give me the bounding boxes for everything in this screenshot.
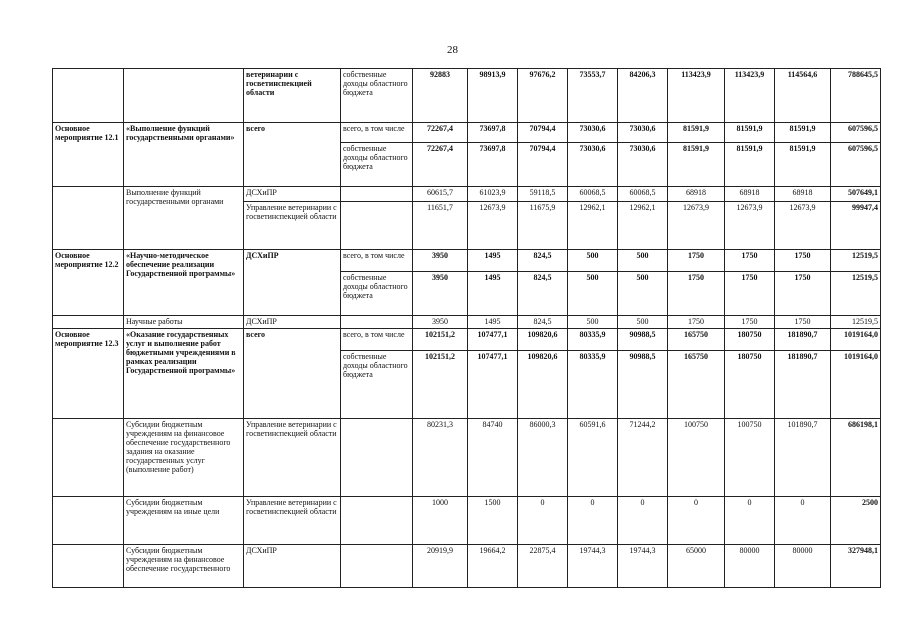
- value-cell: 73697,8: [468, 123, 518, 143]
- value-cell: 92883: [413, 69, 468, 123]
- value-cell: 65000: [668, 545, 725, 588]
- code-cell: Основное мероприятие 12.3: [53, 329, 124, 419]
- executor-cell: ДСХиПР: [244, 250, 341, 316]
- value-cell: 20919,9: [413, 545, 468, 588]
- value-cell: 1495: [468, 250, 518, 272]
- value-cell: 81591,9: [775, 123, 831, 143]
- code-cell: Основное мероприятие 12.1: [53, 123, 124, 187]
- value-cell: 86000,3: [518, 419, 568, 497]
- value-cell: 68918: [668, 187, 725, 202]
- value-cell: 11651,7: [413, 202, 468, 250]
- executor-cell: ДСХиПР: [244, 545, 341, 588]
- value-cell: 165750: [668, 351, 725, 419]
- code-cell: [53, 419, 124, 497]
- executor-cell: ДСХиПР: [244, 187, 341, 202]
- value-cell: 165750: [668, 329, 725, 351]
- name-cell: Научные работы: [124, 316, 244, 329]
- value-cell: 500: [568, 250, 618, 272]
- name-cell: «Выполнение функций государственными органами»: [124, 123, 244, 187]
- total-cell: 607596,5: [831, 143, 881, 187]
- value-cell: 84740: [468, 419, 518, 497]
- total-cell: 12519,5: [831, 250, 881, 272]
- total-cell: 788645,5: [831, 69, 881, 123]
- value-cell: 0: [775, 497, 831, 545]
- value-cell: 80000: [725, 545, 775, 588]
- value-cell: 107477,1: [468, 351, 518, 419]
- value-cell: 1750: [725, 272, 775, 316]
- value-cell: 19744,3: [568, 545, 618, 588]
- source-cell: всего, в том числе: [341, 123, 413, 143]
- code-cell: [53, 187, 124, 250]
- value-cell: 102151,2: [413, 351, 468, 419]
- value-cell: 113423,9: [668, 69, 725, 123]
- value-cell: 11675,9: [518, 202, 568, 250]
- value-cell: 98913,9: [468, 69, 518, 123]
- value-cell: 81591,9: [668, 123, 725, 143]
- name-cell: Выполнение функций государственными органами: [124, 187, 244, 250]
- value-cell: 73030,6: [618, 143, 668, 187]
- name-cell: «Научно-методическое обеспечение реализации Государственной программы»: [124, 250, 244, 316]
- value-cell: 1750: [775, 250, 831, 272]
- value-cell: 107477,1: [468, 329, 518, 351]
- value-cell: 60068,5: [618, 187, 668, 202]
- value-cell: 72267,4: [413, 123, 468, 143]
- page-number: 28: [447, 44, 458, 56]
- code-cell: [53, 545, 124, 588]
- total-cell: 607596,5: [831, 123, 881, 143]
- source-cell: [341, 316, 413, 329]
- value-cell: 81591,9: [775, 143, 831, 187]
- value-cell: 102151,2: [413, 329, 468, 351]
- value-cell: 1495: [468, 316, 518, 329]
- executor-cell: Управление ветеринарии с госветинспекцией области: [244, 202, 341, 250]
- value-cell: 12962,1: [568, 202, 618, 250]
- source-cell: [341, 187, 413, 202]
- value-cell: 113423,9: [725, 69, 775, 123]
- value-cell: 109820,6: [518, 329, 568, 351]
- executor-cell: ДСХиПР: [244, 316, 341, 329]
- executor-cell: всего: [244, 329, 341, 419]
- value-cell: 68918: [775, 187, 831, 202]
- total-cell: 12519,5: [831, 272, 881, 316]
- value-cell: 73030,6: [568, 143, 618, 187]
- value-cell: 70794,4: [518, 123, 568, 143]
- value-cell: 1000: [413, 497, 468, 545]
- table-row: [53, 329, 881, 351]
- value-cell: 84206,3: [618, 69, 668, 123]
- value-cell: 114564,6: [775, 69, 831, 123]
- value-cell: 0: [668, 497, 725, 545]
- value-cell: 72267,4: [413, 143, 468, 187]
- table-row: [53, 419, 881, 497]
- source-cell: [341, 202, 413, 250]
- value-cell: 181890,7: [775, 329, 831, 351]
- value-cell: 0: [518, 497, 568, 545]
- value-cell: 60615,7: [413, 187, 468, 202]
- value-cell: 90988,5: [618, 351, 668, 419]
- value-cell: 73030,6: [568, 123, 618, 143]
- source-cell: [341, 545, 413, 588]
- value-cell: 181890,7: [775, 351, 831, 419]
- executor-cell: всего: [244, 123, 341, 187]
- value-cell: 500: [568, 316, 618, 329]
- table-row: [53, 187, 881, 202]
- value-cell: 73030,6: [618, 123, 668, 143]
- value-cell: 60591,6: [568, 419, 618, 497]
- value-cell: 109820,6: [518, 351, 568, 419]
- code-cell: [53, 316, 124, 329]
- value-cell: 70794,4: [518, 143, 568, 187]
- table-row: [53, 123, 881, 143]
- value-cell: 824,5: [518, 250, 568, 272]
- value-cell: 80335,9: [568, 351, 618, 419]
- source-cell: всего, в том числе: [341, 250, 413, 272]
- value-cell: 80000: [775, 545, 831, 588]
- source-cell: [341, 497, 413, 545]
- source-cell: собственные доходы областного бюджета: [341, 351, 413, 419]
- value-cell: 0: [725, 497, 775, 545]
- value-cell: 3950: [413, 272, 468, 316]
- code-cell: [53, 497, 124, 545]
- name-cell: Субсидии бюджетным учреждениям на иные цели: [124, 497, 244, 545]
- executor-cell: Управление ветеринарии с госветинспекцией области: [244, 497, 341, 545]
- value-cell: 59118,5: [518, 187, 568, 202]
- executor-cell: ветеринарии с госветинспекцией области: [244, 69, 341, 123]
- executor-cell: Управление ветеринарии с госветинспекцией области: [244, 419, 341, 497]
- value-cell: 73697,8: [468, 143, 518, 187]
- total-cell: 686198,1: [831, 419, 881, 497]
- value-cell: 12673,9: [668, 202, 725, 250]
- name-cell: Субсидии бюджетным учреждениям на финансовое обеспечение государственного задания на оказание государственных услуг (выполнение работ): [124, 419, 244, 497]
- total-cell: 2500: [831, 497, 881, 545]
- code-cell: [53, 69, 124, 123]
- name-cell: Субсидии бюджетным учреждениям на финансовое обеспечение государственного: [124, 545, 244, 588]
- value-cell: 60068,5: [568, 187, 618, 202]
- code-cell: Основное мероприятие 12.2: [53, 250, 124, 316]
- value-cell: 824,5: [518, 316, 568, 329]
- total-cell: 12519,5: [831, 316, 881, 329]
- value-cell: 22875,4: [518, 545, 568, 588]
- total-cell: 1019164,0: [831, 329, 881, 351]
- value-cell: 500: [618, 316, 668, 329]
- total-cell: 327948,1: [831, 545, 881, 588]
- value-cell: 180750: [725, 351, 775, 419]
- value-cell: 71244,2: [618, 419, 668, 497]
- source-cell: собственные доходы областного бюджета: [341, 69, 413, 123]
- value-cell: 3950: [413, 250, 468, 272]
- value-cell: 1750: [668, 272, 725, 316]
- value-cell: 12673,9: [775, 202, 831, 250]
- value-cell: 90988,5: [618, 329, 668, 351]
- value-cell: 500: [618, 250, 668, 272]
- value-cell: 19664,2: [468, 545, 518, 588]
- source-cell: собственные доходы областного бюджета: [341, 272, 413, 316]
- source-cell: собственные доходы областного бюджета: [341, 143, 413, 187]
- name-cell: «Оказание государственных услуг и выполнение работ бюджетными учреждениями в рамках реализации Государственной программы»: [124, 329, 244, 419]
- value-cell: 81591,9: [668, 143, 725, 187]
- value-cell: 1750: [725, 316, 775, 329]
- value-cell: 0: [568, 497, 618, 545]
- value-cell: 3950: [413, 316, 468, 329]
- value-cell: 500: [568, 272, 618, 316]
- value-cell: 97676,2: [518, 69, 568, 123]
- value-cell: 80335,9: [568, 329, 618, 351]
- value-cell: 100750: [668, 419, 725, 497]
- name-cell: [124, 69, 244, 123]
- value-cell: 12673,9: [468, 202, 518, 250]
- source-cell: всего, в том числе: [341, 329, 413, 351]
- value-cell: 1750: [775, 316, 831, 329]
- value-cell: 1500: [468, 497, 518, 545]
- total-cell: 507649,1: [831, 187, 881, 202]
- value-cell: 12673,9: [725, 202, 775, 250]
- value-cell: 81591,9: [725, 143, 775, 187]
- table-row: [53, 497, 881, 545]
- value-cell: 1750: [668, 250, 725, 272]
- table-row: [53, 69, 881, 123]
- value-cell: 81591,9: [725, 123, 775, 143]
- value-cell: 1750: [775, 272, 831, 316]
- value-cell: 1750: [668, 316, 725, 329]
- value-cell: 73553,7: [568, 69, 618, 123]
- value-cell: 1495: [468, 272, 518, 316]
- value-cell: 101890,7: [775, 419, 831, 497]
- table-row: [53, 316, 881, 329]
- value-cell: 19744,3: [618, 545, 668, 588]
- total-cell: 99947,4: [831, 202, 881, 250]
- budget-table: [52, 68, 881, 588]
- value-cell: 1750: [725, 250, 775, 272]
- source-cell: [341, 419, 413, 497]
- value-cell: 824,5: [518, 272, 568, 316]
- value-cell: 68918: [725, 187, 775, 202]
- total-cell: 1019164,0: [831, 351, 881, 419]
- value-cell: 0: [618, 497, 668, 545]
- value-cell: 12962,1: [618, 202, 668, 250]
- value-cell: 500: [618, 272, 668, 316]
- value-cell: 180750: [725, 329, 775, 351]
- value-cell: 61023,9: [468, 187, 518, 202]
- table-row: [53, 545, 881, 588]
- value-cell: 80231,3: [413, 419, 468, 497]
- table-row: [53, 250, 881, 272]
- value-cell: 100750: [725, 419, 775, 497]
